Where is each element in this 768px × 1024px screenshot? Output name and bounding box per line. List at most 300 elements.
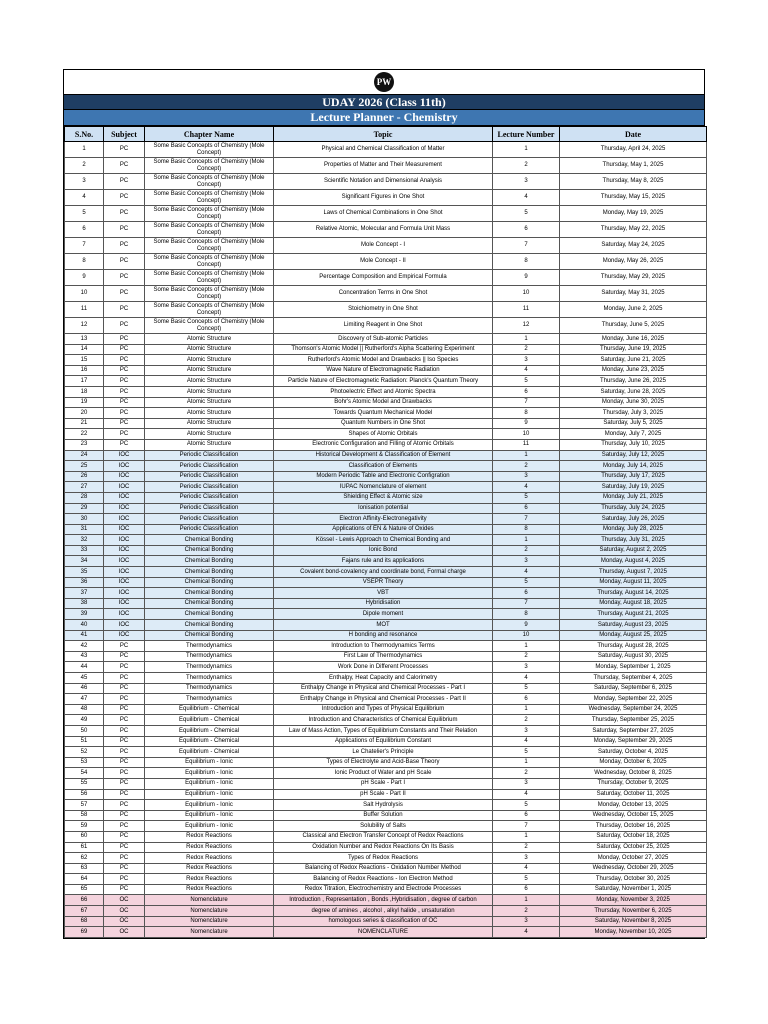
cell-subject: IOC [104, 514, 145, 525]
table-row [65, 810, 707, 821]
cell-subject: PC [104, 142, 145, 158]
cell-date: Saturday, October 11, 2025 [560, 789, 707, 800]
cell-sno: 63 [65, 863, 104, 874]
cell-sno: 29 [65, 503, 104, 514]
cell-topic: Mole Concept - I [274, 238, 493, 254]
cell-subject: IOC [104, 620, 145, 631]
cell-subject: PC [104, 238, 145, 254]
cell-lecture-number: 4 [493, 863, 560, 874]
cell-subject: IOC [104, 471, 145, 482]
cell-lecture-number: 4 [493, 673, 560, 684]
table-row [65, 514, 707, 525]
cell-lecture-number: 9 [493, 620, 560, 631]
table-row [65, 535, 707, 546]
cell-date: Thursday, June 5, 2025 [560, 318, 707, 334]
cell-subject: PC [104, 386, 145, 397]
cell-topic: Quantum Numbers in One Shot [274, 418, 493, 429]
cell-sno: 1 [65, 142, 104, 158]
cell-date: Monday, June 30, 2025 [560, 397, 707, 408]
cell-date: Monday, July 14, 2025 [560, 461, 707, 472]
cell-sno: 36 [65, 577, 104, 588]
cell-sno: 31 [65, 524, 104, 535]
cell-chapter: Periodic Classification [145, 492, 274, 503]
cell-lecture-number: 2 [493, 545, 560, 556]
cell-sno: 16 [65, 365, 104, 376]
table-row [65, 365, 707, 376]
cell-date: Monday, July 7, 2025 [560, 429, 707, 440]
cell-date: Saturday, July 19, 2025 [560, 482, 707, 493]
cell-topic: Kössel - Lewis Approach to Chemical Bonding and [274, 535, 493, 546]
cell-date: Monday, August 25, 2025 [560, 630, 707, 641]
cell-date: Thursday, June 26, 2025 [560, 376, 707, 387]
cell-subject: OC [104, 906, 145, 917]
table-row [65, 318, 707, 334]
cell-sno: 26 [65, 471, 104, 482]
table-row [65, 334, 707, 345]
column-header-date: Date [560, 127, 707, 142]
cell-sno: 21 [65, 418, 104, 429]
cell-date: Thursday, May 1, 2025 [560, 158, 707, 174]
cell-lecture-number: 4 [493, 482, 560, 493]
cell-subject: PC [104, 355, 145, 366]
table-row [65, 800, 707, 811]
cell-lecture-number: 4 [493, 736, 560, 747]
cell-sno: 14 [65, 344, 104, 355]
cell-date: Thursday, August 7, 2025 [560, 567, 707, 578]
cell-date: Saturday, August 30, 2025 [560, 651, 707, 662]
table-row [65, 863, 707, 874]
table-row [65, 641, 707, 652]
cell-sno: 66 [65, 895, 104, 906]
cell-date: Thursday, May 29, 2025 [560, 270, 707, 286]
cell-topic: Bohr's Atomic Model and Drawbacks [274, 397, 493, 408]
cell-sno: 33 [65, 545, 104, 556]
cell-date: Thursday, July 17, 2025 [560, 471, 707, 482]
cell-topic: Le Chatelier's Principle [274, 747, 493, 758]
cell-chapter: Chemical Bonding [145, 545, 274, 556]
table-row [65, 895, 707, 906]
cell-topic: NOMENCLATURE [274, 927, 493, 938]
cell-subject: IOC [104, 577, 145, 588]
cell-chapter: Nomenclature [145, 916, 274, 927]
table-row [65, 906, 707, 917]
cell-chapter: Equilibrium - Chemical [145, 715, 274, 726]
cell-chapter: Redox Reactions [145, 831, 274, 842]
cell-subject: PC [104, 344, 145, 355]
cell-sno: 25 [65, 461, 104, 472]
cell-date: Thursday, July 24, 2025 [560, 503, 707, 514]
table-row [65, 651, 707, 662]
cell-date: Thursday, June 19, 2025 [560, 344, 707, 355]
cell-chapter: Chemical Bonding [145, 556, 274, 567]
table-row [65, 439, 707, 450]
cell-chapter: Thermodynamics [145, 651, 274, 662]
cell-chapter: Chemical Bonding [145, 630, 274, 641]
cell-chapter: Periodic Classification [145, 524, 274, 535]
cell-chapter: Equilibrium - Ionic [145, 789, 274, 800]
table-row [65, 789, 707, 800]
cell-subject: PC [104, 158, 145, 174]
cell-subject: PC [104, 174, 145, 190]
cell-date: Monday, October 13, 2025 [560, 800, 707, 811]
cell-date: Saturday, October 25, 2025 [560, 842, 707, 853]
cell-date: Saturday, September 6, 2025 [560, 683, 707, 694]
cell-subject: PC [104, 206, 145, 222]
cell-date: Monday, June 16, 2025 [560, 334, 707, 345]
cell-sno: 17 [65, 376, 104, 387]
cell-sno: 23 [65, 439, 104, 450]
cell-chapter: Some Basic Concepts of Chemistry (Mole Concept) [145, 174, 274, 190]
cell-chapter: Thermodynamics [145, 673, 274, 684]
cell-sno: 43 [65, 651, 104, 662]
cell-date: Monday, September 22, 2025 [560, 694, 707, 705]
cell-topic: Introduction , Representation , Bonds ,Hybridisation , degree of carbon [274, 895, 493, 906]
cell-date: Thursday, October 30, 2025 [560, 874, 707, 885]
column-header-subject: Subject [104, 127, 145, 142]
cell-chapter: Some Basic Concepts of Chemistry (Mole Concept) [145, 142, 274, 158]
table-header-row [65, 127, 707, 142]
cell-topic: Fajans rule and its applications [274, 556, 493, 567]
table-row [65, 206, 707, 222]
pw-logo: PW [374, 72, 394, 92]
cell-lecture-number: 4 [493, 365, 560, 376]
table-row [65, 418, 707, 429]
cell-chapter: Equilibrium - Ionic [145, 757, 274, 768]
cell-lecture-number: 2 [493, 906, 560, 917]
cell-lecture-number: 5 [493, 492, 560, 503]
cell-chapter: Redox Reactions [145, 842, 274, 853]
cell-lecture-number: 8 [493, 408, 560, 419]
cell-date: Wednesday, October 29, 2025 [560, 863, 707, 874]
cell-lecture-number: 2 [493, 461, 560, 472]
cell-subject: PC [104, 397, 145, 408]
cell-lecture-number: 11 [493, 302, 560, 318]
cell-subject: PC [104, 863, 145, 874]
cell-topic: Physical and Chemical Classification of Matter [274, 142, 493, 158]
cell-lecture-number: 7 [493, 397, 560, 408]
cell-topic: Introduction and Characteristics of Chemical Equilibrium [274, 715, 493, 726]
cell-lecture-number: 1 [493, 704, 560, 715]
cell-topic: Dipole moment [274, 609, 493, 620]
cell-date: Thursday, October 9, 2025 [560, 778, 707, 789]
cell-date: Saturday, May 24, 2025 [560, 238, 707, 254]
lecture-table [64, 126, 707, 938]
cell-topic: degree of amines , alcohol , alkyl halide , unsaturation [274, 906, 493, 917]
cell-lecture-number: 4 [493, 927, 560, 938]
cell-date: Monday, June 23, 2025 [560, 365, 707, 376]
table-row [65, 302, 707, 318]
cell-topic: Relative Atomic, Molecular and Formula Unit Mass [274, 222, 493, 238]
table-row [65, 715, 707, 726]
cell-topic: Applications of Equilibrium Constant [274, 736, 493, 747]
logo-row [64, 70, 704, 95]
table-row [65, 620, 707, 631]
cell-sno: 48 [65, 704, 104, 715]
cell-lecture-number: 1 [493, 450, 560, 461]
cell-lecture-number: 11 [493, 439, 560, 450]
column-header-sno: S.No. [65, 127, 104, 142]
cell-subject: PC [104, 429, 145, 440]
cell-subject: IOC [104, 503, 145, 514]
cell-subject: PC [104, 704, 145, 715]
table-row [65, 270, 707, 286]
table-row [65, 190, 707, 206]
cell-subject: PC [104, 874, 145, 885]
cell-sno: 47 [65, 694, 104, 705]
cell-subject: PC [104, 334, 145, 345]
cell-topic: Redox Titration, Electrochemistry and Electrode Processes [274, 884, 493, 895]
cell-subject: PC [104, 302, 145, 318]
cell-subject: IOC [104, 461, 145, 472]
cell-chapter: Equilibrium - Chemical [145, 725, 274, 736]
cell-topic: Rutherford's Atomic Model and Drawbacks || Iso Species [274, 355, 493, 366]
table-row [65, 567, 707, 578]
cell-sno: 11 [65, 302, 104, 318]
cell-subject: PC [104, 789, 145, 800]
cell-lecture-number: 2 [493, 651, 560, 662]
cell-chapter: Redox Reactions [145, 884, 274, 895]
cell-sno: 27 [65, 482, 104, 493]
cell-chapter: Some Basic Concepts of Chemistry (Mole Concept) [145, 302, 274, 318]
table-row [65, 286, 707, 302]
cell-sno: 62 [65, 853, 104, 864]
cell-topic: Towards Quantum Mechanical Model [274, 408, 493, 419]
table-row [65, 588, 707, 599]
cell-lecture-number: 6 [493, 694, 560, 705]
cell-date: Monday, August 4, 2025 [560, 556, 707, 567]
cell-date: Saturday, June 28, 2025 [560, 386, 707, 397]
cell-subject: PC [104, 318, 145, 334]
cell-sno: 13 [65, 334, 104, 345]
cell-subject: IOC [104, 588, 145, 599]
cell-sno: 10 [65, 286, 104, 302]
cell-topic: Enthalpy, Heat Capacity and Calorimetry [274, 673, 493, 684]
cell-chapter: Equilibrium - Ionic [145, 810, 274, 821]
table-row [65, 884, 707, 895]
cell-chapter: Some Basic Concepts of Chemistry (Mole Concept) [145, 238, 274, 254]
cell-lecture-number: 2 [493, 344, 560, 355]
cell-topic: Law of Mass Action, Types of Equilibrium Constants and Their Relation [274, 725, 493, 736]
cell-date: Monday, October 6, 2025 [560, 757, 707, 768]
table-row [65, 397, 707, 408]
cell-topic: VSEPR Theory [274, 577, 493, 588]
cell-topic: Ionisation potential [274, 503, 493, 514]
cell-chapter: Nomenclature [145, 906, 274, 917]
cell-chapter: Equilibrium - Chemical [145, 736, 274, 747]
cell-chapter: Thermodynamics [145, 683, 274, 694]
table-row [65, 355, 707, 366]
cell-sno: 56 [65, 789, 104, 800]
cell-subject: PC [104, 725, 145, 736]
cell-sno: 32 [65, 535, 104, 546]
cell-topic: Covalent bond-covalency and coordinate bond, Formal charge [274, 567, 493, 578]
cell-sno: 37 [65, 588, 104, 599]
cell-date: Monday, November 3, 2025 [560, 895, 707, 906]
cell-date: Saturday, August 23, 2025 [560, 620, 707, 631]
cell-lecture-number: 4 [493, 567, 560, 578]
cell-sno: 61 [65, 842, 104, 853]
table-row [65, 662, 707, 673]
cell-date: Saturday, July 26, 2025 [560, 514, 707, 525]
cell-sno: 50 [65, 725, 104, 736]
cell-subject: PC [104, 365, 145, 376]
cell-subject: IOC [104, 630, 145, 641]
cell-chapter: Chemical Bonding [145, 620, 274, 631]
cell-lecture-number: 5 [493, 874, 560, 885]
cell-lecture-number: 1 [493, 895, 560, 906]
table-row [65, 630, 707, 641]
cell-chapter: Atomic Structure [145, 397, 274, 408]
cell-date: Wednesday, October 15, 2025 [560, 810, 707, 821]
cell-sno: 4 [65, 190, 104, 206]
cell-sno: 12 [65, 318, 104, 334]
cell-topic: H bonding and resonance [274, 630, 493, 641]
cell-topic: Classical and Electron Transfer Concept of Redox Reactions [274, 831, 493, 842]
cell-subject: PC [104, 778, 145, 789]
cell-sno: 59 [65, 821, 104, 832]
cell-topic: Ionic Bond [274, 545, 493, 556]
cell-topic: Percentage Composition and Empirical Formula [274, 270, 493, 286]
cell-lecture-number: 5 [493, 683, 560, 694]
cell-lecture-number: 2 [493, 158, 560, 174]
cell-lecture-number: 3 [493, 556, 560, 567]
cell-subject: PC [104, 270, 145, 286]
table-row [65, 725, 707, 736]
cell-lecture-number: 1 [493, 535, 560, 546]
table-row [65, 556, 707, 567]
column-header-chapter: Chapter Name [145, 127, 274, 142]
cell-date: Monday, May 19, 2025 [560, 206, 707, 222]
cell-sno: 57 [65, 800, 104, 811]
cell-chapter: Chemical Bonding [145, 588, 274, 599]
cell-topic: Salt Hydrolysis [274, 800, 493, 811]
cell-date: Wednesday, September 24, 2025 [560, 704, 707, 715]
cell-date: Monday, July 21, 2025 [560, 492, 707, 503]
cell-sno: 15 [65, 355, 104, 366]
cell-sno: 34 [65, 556, 104, 567]
cell-lecture-number: 5 [493, 577, 560, 588]
cell-lecture-number: 12 [493, 318, 560, 334]
cell-date: Saturday, September 27, 2025 [560, 725, 707, 736]
table-row [65, 673, 707, 684]
table-row [65, 376, 707, 387]
cell-subject: PC [104, 683, 145, 694]
cell-sno: 46 [65, 683, 104, 694]
cell-subject: IOC [104, 609, 145, 620]
cell-date: Thursday, September 25, 2025 [560, 715, 707, 726]
cell-lecture-number: 1 [493, 142, 560, 158]
cell-topic: Properties of Matter and Their Measurement [274, 158, 493, 174]
cell-chapter: Periodic Classification [145, 461, 274, 472]
cell-sno: 39 [65, 609, 104, 620]
cell-topic: Mole Concept - II [274, 254, 493, 270]
cell-topic: Hybridisation [274, 598, 493, 609]
table-row [65, 482, 707, 493]
cell-date: Thursday, July 31, 2025 [560, 535, 707, 546]
cell-topic: Wave Nature of Electromagnetic Radiation [274, 365, 493, 376]
table-row [65, 778, 707, 789]
cell-date: Saturday, July 5, 2025 [560, 418, 707, 429]
table-row [65, 450, 707, 461]
cell-chapter: Thermodynamics [145, 641, 274, 652]
cell-sno: 52 [65, 747, 104, 758]
table-row [65, 916, 707, 927]
cell-date: Saturday, May 31, 2025 [560, 286, 707, 302]
cell-date: Thursday, September 4, 2025 [560, 673, 707, 684]
cell-lecture-number: 6 [493, 810, 560, 821]
cell-subject: PC [104, 884, 145, 895]
cell-sno: 7 [65, 238, 104, 254]
cell-chapter: Atomic Structure [145, 386, 274, 397]
cell-topic: Electronic Configuration and Filling of Atomic Orbitals [274, 439, 493, 450]
cell-sno: 19 [65, 397, 104, 408]
cell-chapter: Atomic Structure [145, 355, 274, 366]
table-row [65, 158, 707, 174]
cell-sno: 55 [65, 778, 104, 789]
cell-date: Saturday, August 2, 2025 [560, 545, 707, 556]
cell-lecture-number: 6 [493, 386, 560, 397]
cell-chapter: Some Basic Concepts of Chemistry (Mole Concept) [145, 158, 274, 174]
cell-subject: PC [104, 651, 145, 662]
cell-sno: 58 [65, 810, 104, 821]
cell-date: Monday, November 10, 2025 [560, 927, 707, 938]
cell-lecture-number: 5 [493, 376, 560, 387]
cell-chapter: Atomic Structure [145, 408, 274, 419]
cell-date: Thursday, April 24, 2025 [560, 142, 707, 158]
cell-topic: Ionic Product of Water and pH Scale [274, 768, 493, 779]
cell-chapter: Atomic Structure [145, 376, 274, 387]
cell-sno: 69 [65, 927, 104, 938]
cell-lecture-number: 10 [493, 630, 560, 641]
cell-sno: 28 [65, 492, 104, 503]
cell-topic: homologous series & classification of OC [274, 916, 493, 927]
cell-sno: 38 [65, 598, 104, 609]
table-row [65, 545, 707, 556]
cell-sno: 49 [65, 715, 104, 726]
cell-date: Thursday, July 3, 2025 [560, 408, 707, 419]
cell-date: Thursday, August 28, 2025 [560, 641, 707, 652]
cell-topic: Oxidation Number and Redox Reactions On Its Basis [274, 842, 493, 853]
cell-lecture-number: 8 [493, 609, 560, 620]
table-row [65, 238, 707, 254]
cell-date: Saturday, November 1, 2025 [560, 884, 707, 895]
cell-topic: Buffer Solution [274, 810, 493, 821]
cell-subject: IOC [104, 545, 145, 556]
cell-subject: IOC [104, 598, 145, 609]
cell-lecture-number: 7 [493, 238, 560, 254]
cell-date: Monday, August 18, 2025 [560, 598, 707, 609]
cell-topic: Stoichiometry in One Shot [274, 302, 493, 318]
cell-sno: 9 [65, 270, 104, 286]
table-row [65, 757, 707, 768]
cell-chapter: Atomic Structure [145, 334, 274, 345]
cell-topic: Modern Periodic Table and Electronic Configration [274, 471, 493, 482]
cell-chapter: Some Basic Concepts of Chemistry (Mole Concept) [145, 206, 274, 222]
cell-lecture-number: 10 [493, 429, 560, 440]
cell-chapter: Redox Reactions [145, 853, 274, 864]
cell-chapter: Nomenclature [145, 895, 274, 906]
cell-date: Monday, September 29, 2025 [560, 736, 707, 747]
cell-lecture-number: 3 [493, 174, 560, 190]
cell-chapter: Periodic Classification [145, 450, 274, 461]
cell-sno: 20 [65, 408, 104, 419]
cell-chapter: Periodic Classification [145, 482, 274, 493]
table-row [65, 471, 707, 482]
cell-chapter: Atomic Structure [145, 429, 274, 440]
cell-date: Thursday, October 16, 2025 [560, 821, 707, 832]
cell-subject: OC [104, 927, 145, 938]
cell-lecture-number: 3 [493, 725, 560, 736]
